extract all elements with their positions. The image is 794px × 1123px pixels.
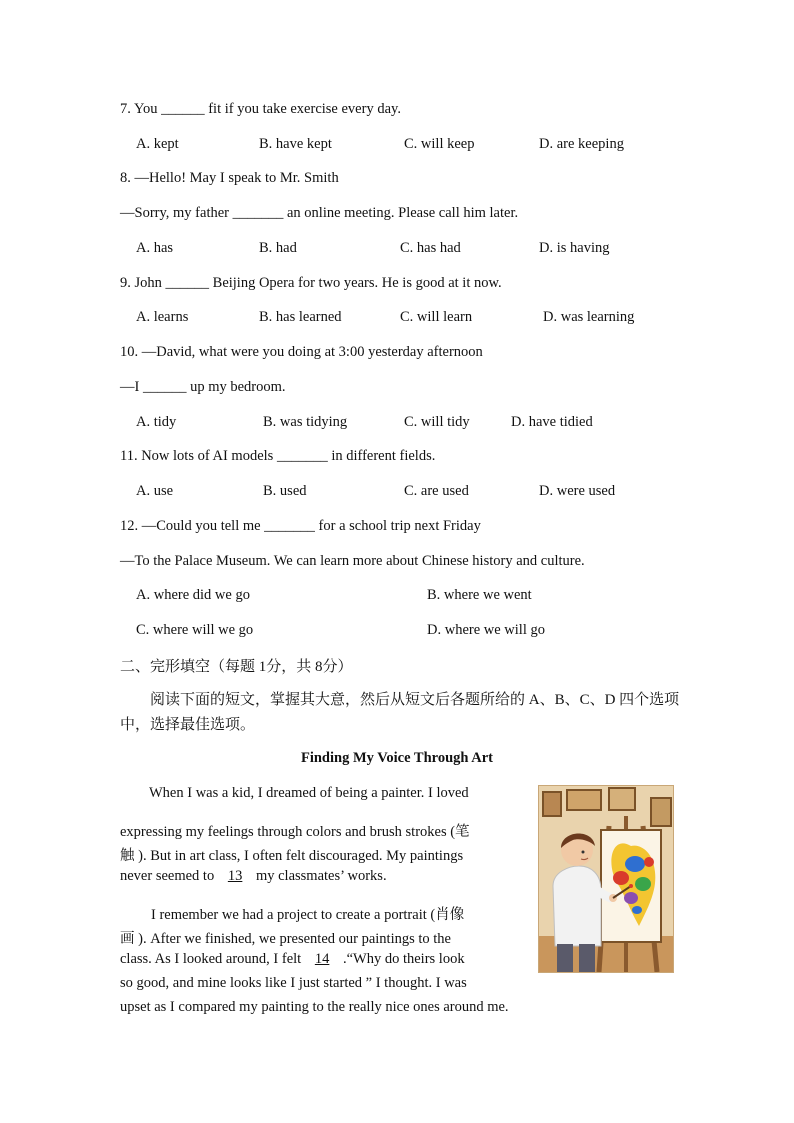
passage-p1-line4-end: my classmates’ works.: [252, 868, 387, 884]
question-10-dialog: —I ______ up my bedroom.: [120, 379, 286, 395]
passage-p2-line2: 画 ). After we finished, we presented our paintings to the: [120, 931, 451, 947]
passage-p1-line4-start: never seemed to: [120, 868, 218, 884]
passage-p2-line3: [120, 951, 465, 968]
q8-option-b: B. had: [259, 240, 297, 256]
q10-option-b: B. was tidying: [263, 414, 348, 430]
blank-13[interactable]: 13: [227, 868, 243, 884]
passage-p2-line3-start: class. As I looked around, I felt: [120, 951, 305, 967]
section-2-instruction: 阅读下面的短文，掌握其大意，然后从短文后各题所给的 A、B、C、D 四个选项中，选择最佳选项。: [120, 692, 680, 733]
passage-title: Finding My Voice Through Art: [300, 750, 494, 766]
passage-p1-line3: 触 ). But in art class, I often felt discouraged. My paintings: [120, 848, 464, 864]
q9-option-a: A. learns: [136, 309, 189, 325]
passage-p1-line4: [120, 868, 387, 885]
q11-option-d: D. were used: [539, 483, 616, 499]
question-11-stem: 11. Now lots of AI models _______ in different fields.: [120, 448, 436, 464]
passage-p2-line1: I remember we had a project to create a portrait (肖像: [151, 907, 465, 923]
passage-p1-line1: When I was a kid, I dreamed of being a painter. I loved: [149, 785, 469, 801]
question-7-stem: 7. You ______ fit if you take exercise every day.: [120, 101, 401, 117]
q10-option-a: A. tidy: [136, 414, 177, 430]
q12-option-d: D. where we will go: [427, 622, 545, 638]
question-8-dialog: —Sorry, my father _______ an online meeting. Please call him later.: [120, 205, 519, 221]
question-12-stem: 12. —Could you tell me _______ for a school trip next Friday: [120, 518, 481, 534]
passage-p2-line3-end: .“Why do theirs look: [339, 951, 465, 967]
q11-option-a: A. use: [136, 483, 174, 499]
passage-p2-line4: so good, and mine looks like I just started ” I thought. I was: [120, 975, 467, 991]
q7-option-c: C. will keep: [404, 136, 475, 152]
question-10-stem: 10. —David, what were you doing at 3:00 yesterday afternoon: [120, 344, 483, 360]
q8-option-c: C. has had: [400, 240, 461, 256]
q10-option-c: C. will tidy: [404, 414, 470, 430]
passage-p1-line2: expressing my feelings through colors and brush strokes (笔: [120, 824, 470, 840]
q7-option-b: B. have kept: [259, 136, 332, 152]
question-8-stem: 8. —Hello! May I speak to Mr. Smith: [120, 170, 339, 186]
question-9-stem: 9. John ______ Beijing Opera for two years. He is good at it now.: [120, 275, 502, 291]
q11-option-b: B. used: [263, 483, 307, 499]
q9-option-b: B. has learned: [259, 309, 342, 325]
question-12-dialog: —To the Palace Museum. We can learn more about Chinese history and culture.: [120, 553, 585, 569]
q12-option-c: C. where will we go: [136, 622, 254, 638]
q12-option-a: A. where did we go: [136, 587, 250, 603]
q11-option-c: C. are used: [404, 483, 469, 499]
q12-option-b: B. where we went: [427, 587, 532, 603]
q10-option-d: D. have tidied: [511, 414, 593, 430]
passage-p2-line5: upset as I compared my painting to the really nice ones around me.: [120, 999, 509, 1015]
q9-option-c: C. will learn: [400, 309, 473, 325]
section-2-heading: 二、完形填空（每题 1分，共 8分）: [120, 659, 353, 675]
q7-option-d: D. are keeping: [539, 136, 624, 152]
blank-14[interactable]: 14: [314, 951, 330, 967]
q8-option-d: D. is having: [539, 240, 610, 256]
q8-option-a: A. has: [136, 240, 174, 256]
boy-painting-at-easel-illustration: [538, 785, 674, 973]
q9-option-d: D. was learning: [543, 309, 635, 325]
q7-option-a: A. kept: [136, 136, 179, 152]
